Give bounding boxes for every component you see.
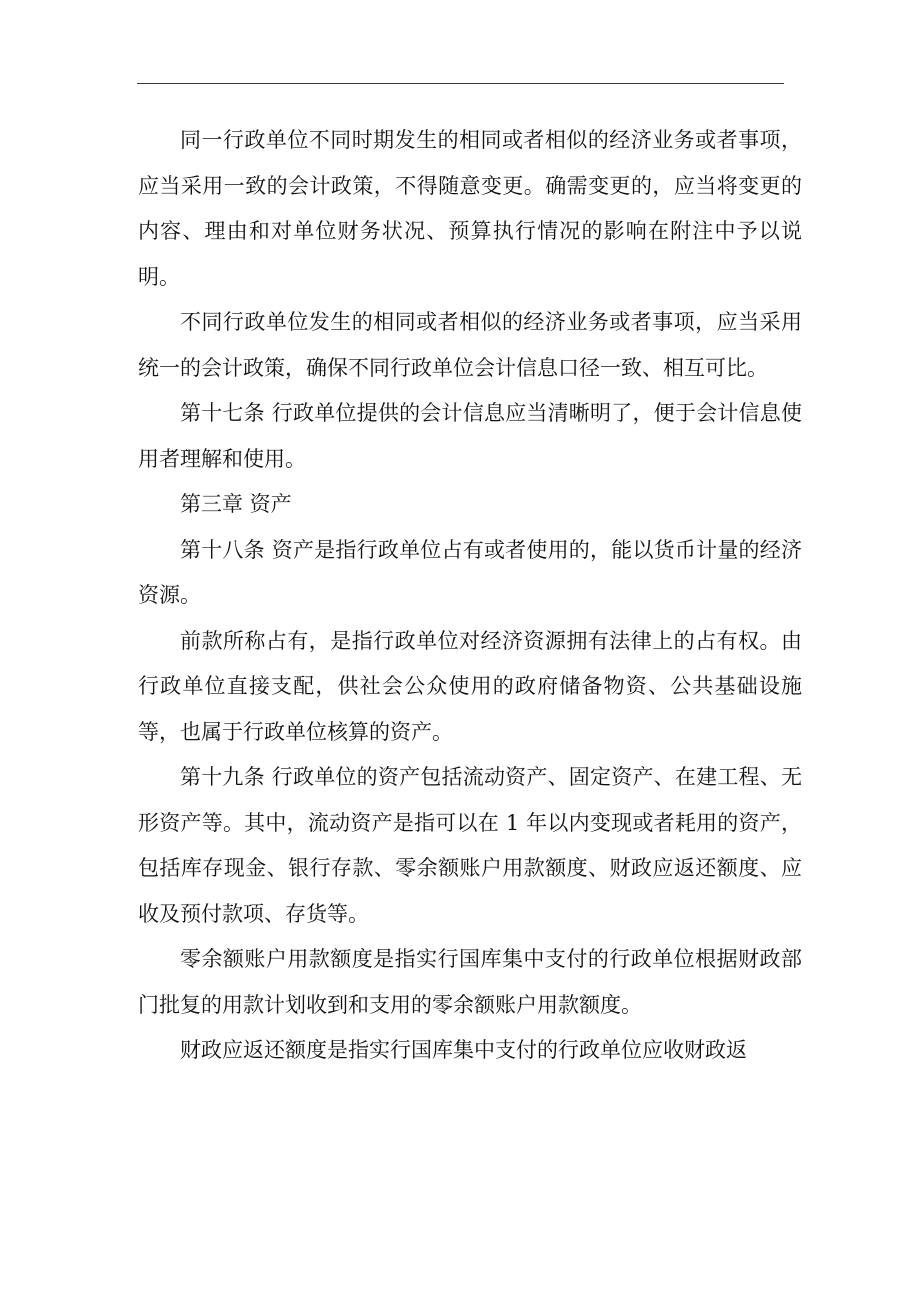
article-19: 第十九条 行政单位的资产包括流动资产、固定资产、在建工程、无形资产等。其中，流动资产是指可以在 1 年以内变现或者耗用的资产，包括库存现金、银行存款、零余额账户用款额度、财政应返还额度、应收及预付款项、存货等。 — [138, 765, 802, 926]
paragraph-comparability: 不同行政单位发生的相同或者相似的经济业务或者事项，应当采用统一的会计政策，确保不同行政单位会计信息口径一致、相互可比。 — [138, 310, 802, 380]
paragraph-zero-balance-account: 零余额账户用款额度是指实行国库集中支付的行政单位根据财政部门批复的用款计划收到和支用的零余额账户用款额度。 — [138, 947, 802, 1017]
document-body — [138, 118, 802, 1074]
paragraph-fiscal-refund: 财政应返还额度是指实行国库集中支付的行政单位应收财政返 — [180, 1038, 747, 1062]
article-17: 第十七条 行政单位提供的会计信息应当清晰明了，便于会计信息使用者理解和使用。 — [138, 401, 802, 471]
article-18: 第十八条 资产是指行政单位占有或者使用的，能以货币计量的经济资源。 — [138, 537, 802, 607]
header-rule — [137, 83, 784, 84]
paragraph-possession: 前款所称占有，是指行政单位对经济资源拥有法律上的占有权。由行政单位直接支配，供社会公众使用的政府储备物资、公共基础设施等，也属于行政单位核算的资产。 — [138, 628, 802, 744]
chapter-heading: 第三章 资产 — [180, 492, 292, 516]
paragraph-consistency-same-unit: 同一行政单位不同时期发生的相同或者相似的经济业务或者事项，应当采用一致的会计政策，不得随意变更。确需变更的，应当将变更的内容、理由和对单位财务状况、预算执行情况的影响在附注中予以说明。 — [138, 128, 802, 289]
